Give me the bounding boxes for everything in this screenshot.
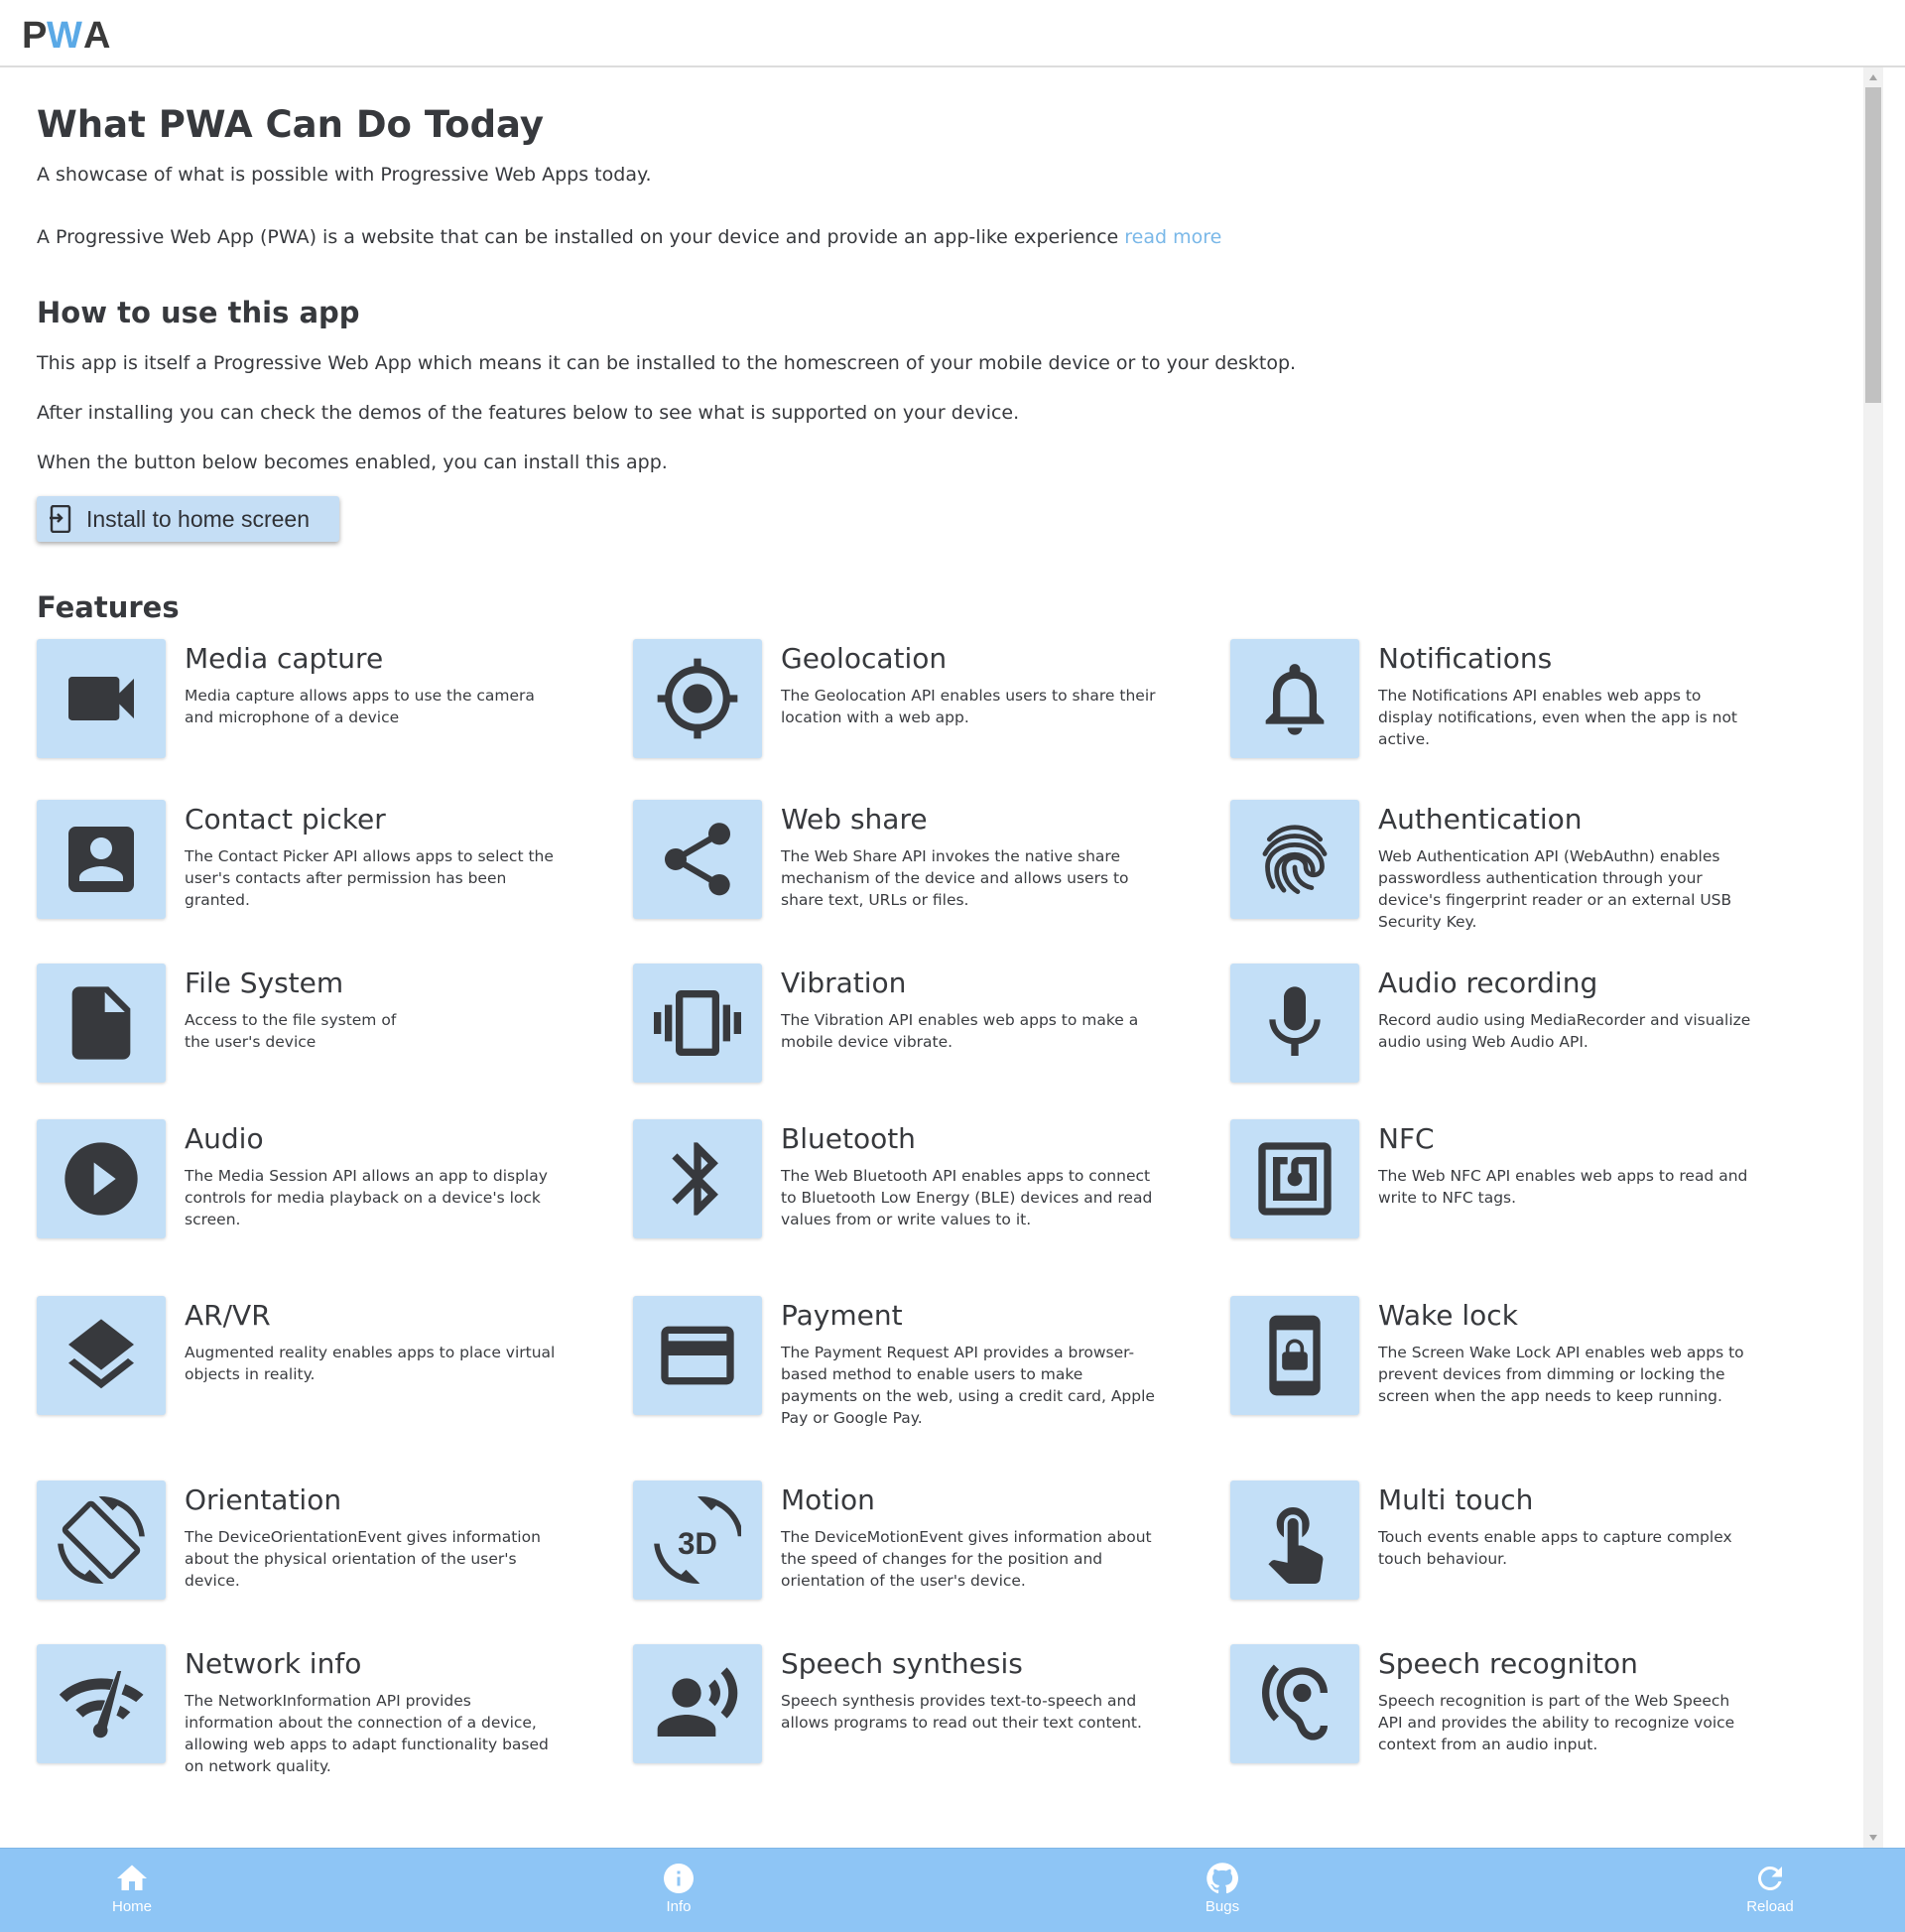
feature-desc: The Web Bluetooth API enables apps to connect to Bluetooth Low Energy (BLE) devices and read values from or write values to it. [781, 1167, 1153, 1228]
feature-title: Media capture [185, 642, 384, 675]
feature-desc: Record audio using MediaRecorder and visualize audio using Web Audio API. [1378, 1011, 1751, 1051]
feature-orientation[interactable] [37, 1481, 592, 1629]
how-to-title: How to use this app [37, 296, 360, 329]
3d-rotation-icon [633, 1481, 762, 1600]
phone-lock-icon [1230, 1296, 1359, 1415]
install-button-label: Install to home screen [86, 505, 311, 532]
feature-title: Speech synthesis [781, 1647, 1023, 1680]
feature-desc: The NetworkInformation API provides information about the connection of a device, allowing web apps to adapt functionality based on network quality. [185, 1692, 549, 1775]
svg-text:3D: 3D [678, 1525, 717, 1561]
svg-text:W: W [47, 15, 82, 54]
vertical-scrollbar[interactable] [1863, 67, 1883, 1848]
page-title: What PWA Can Do Today [37, 103, 545, 146]
feature-audio[interactable] [37, 1119, 592, 1268]
video-camera-icon [37, 639, 166, 758]
feature-desc: Media capture allows apps to use the camera and microphone of a device [185, 687, 535, 726]
feature-title: Network info [185, 1647, 362, 1680]
feature-vibration[interactable] [633, 964, 1189, 1112]
feature-desc: The Geolocation API enables users to share their location with a web app. [781, 687, 1156, 726]
feature-desc: The DeviceOrientationEvent gives information about the physical orientation of the user's device. [185, 1528, 541, 1590]
feature-ar-vr[interactable] [37, 1296, 592, 1445]
feature-desc: The Screen Wake Lock API enables web apps to prevent devices from dimming or locking the screen when the app needs to keep running. [1378, 1344, 1744, 1405]
install-phone-icon [49, 505, 72, 533]
feature-desc: The Web NFC API enables web apps to read and write to NFC tags. [1378, 1167, 1748, 1207]
feature-desc: The Web Share API invokes the native share mechanism of the device and allows users to share text, URLs or files. [781, 847, 1129, 909]
feature-title: Speech recogniton [1378, 1647, 1638, 1680]
screen-rotation-icon [37, 1481, 166, 1600]
feature-network-info[interactable] [37, 1644, 592, 1793]
svg-text:A: A [83, 15, 111, 54]
feature-desc: The Contact Picker API allows apps to select the user's contacts after permission has been granted. [185, 847, 554, 909]
nav-info[interactable] [619, 1861, 738, 1915]
feature-title: Motion [781, 1483, 875, 1516]
wifi-speed-icon [37, 1644, 166, 1763]
read-more-link[interactable]: read more [1124, 226, 1222, 248]
feature-desc: The Media Session API allows an app to display controls for media playback on a device's lock screen. [185, 1167, 548, 1228]
feature-geolocation[interactable] [633, 639, 1189, 788]
nav-bugs[interactable] [1163, 1861, 1282, 1915]
feature-title: Orientation [185, 1483, 342, 1516]
feature-title: Bluetooth [781, 1122, 916, 1155]
nav-info-label: Info [666, 1898, 692, 1915]
reload-icon [1752, 1861, 1788, 1896]
feature-authentication[interactable] [1230, 800, 1786, 949]
feature-bluetooth[interactable] [633, 1119, 1189, 1268]
definition-text: A Progressive Web App (PWA) is a website that can be installed on your device and provide an app-like experience [37, 226, 1125, 248]
features-title: Features [37, 590, 180, 624]
feature-title: AR/VR [185, 1299, 271, 1332]
feature-title: Audio recording [1378, 966, 1598, 999]
scrollbar-thumb[interactable] [1865, 87, 1881, 403]
feature-speech-synthesis[interactable] [633, 1644, 1189, 1793]
layers-icon [37, 1296, 166, 1415]
svg-text:P: P [22, 15, 48, 54]
feature-title: Notifications [1378, 642, 1553, 675]
bell-icon [1230, 639, 1359, 758]
share-icon [633, 800, 762, 919]
nav-reload[interactable] [1711, 1861, 1830, 1915]
nav-reload-label: Reload [1746, 1898, 1794, 1915]
info-icon [661, 1861, 697, 1896]
nav-home-label: Home [111, 1898, 152, 1915]
main-content-scroll[interactable] [0, 67, 1905, 1848]
hearing-ear-icon [1230, 1644, 1359, 1763]
feature-desc: The Vibration API enables web apps to make a mobile device vibrate. [781, 1011, 1139, 1051]
home-icon [114, 1861, 150, 1896]
feature-nfc[interactable] [1230, 1119, 1786, 1268]
pwa-logo[interactable] [22, 12, 113, 54]
nfc-icon [1230, 1119, 1359, 1238]
feature-media-capture[interactable] [37, 639, 592, 788]
location-target-icon [633, 639, 762, 758]
contact-card-icon [37, 800, 166, 919]
feature-title: Vibration [781, 966, 907, 999]
feature-contact-picker[interactable] [37, 800, 592, 949]
touch-hand-icon [1230, 1481, 1359, 1600]
feature-title: NFC [1378, 1122, 1435, 1155]
how-to-p2: After installing you can check the demos of the features below to see what is supported on your device. [37, 402, 1020, 424]
intro-definition [37, 226, 1221, 248]
feature-title: Wake lock [1378, 1299, 1518, 1332]
play-circle-icon [37, 1119, 166, 1238]
feature-title: File System [185, 966, 344, 999]
feature-desc: Augmented reality enables apps to place virtual objects in reality. [185, 1344, 556, 1383]
feature-motion[interactable] [633, 1481, 1189, 1629]
github-icon [1205, 1861, 1240, 1896]
feature-desc: Speech synthesis provides text-to-speech and allows programs to read out their text content. [781, 1692, 1142, 1732]
bottom-navigation [0, 1848, 1905, 1932]
nav-bugs-label: Bugs [1205, 1898, 1240, 1915]
how-to-p3: When the button below becomes enabled, you can install this app. [37, 451, 668, 473]
feature-payment[interactable] [633, 1296, 1189, 1445]
feature-web-share[interactable] [633, 800, 1189, 949]
feature-file-system[interactable] [37, 964, 592, 1112]
top-bar [0, 0, 1905, 67]
credit-card-icon [633, 1296, 762, 1415]
feature-title: Payment [781, 1299, 903, 1332]
feature-desc: Web Authentication API (WebAuthn) enables passwordless authentication through your device's fingerprint reader or an external USB Security Key. [1378, 847, 1732, 931]
bluetooth-icon [633, 1119, 762, 1238]
feature-desc: The DeviceMotionEvent gives information about the speed of changes for the position and orientation of the user's device. [781, 1528, 1152, 1590]
scroll-up-arrow[interactable] [1863, 69, 1883, 85]
feature-desc: Touch events enable apps to capture complex touch behaviour. [1378, 1528, 1732, 1568]
feature-title: Audio [185, 1122, 264, 1155]
feature-desc: Speech recognition is part of the Web Speech API and provides the ability to recognize voice context from an audio input. [1378, 1692, 1735, 1753]
feature-wake-lock[interactable] [1230, 1296, 1786, 1445]
scroll-down-arrow[interactable] [1863, 1830, 1883, 1846]
how-to-p1: This app is itself a Progressive Web App which means it can be installed to the homescreen of your mobile device or to your desktop. [37, 352, 1297, 374]
microphone-icon [1230, 964, 1359, 1083]
intro-subtitle: A showcase of what is possible with Progressive Web Apps today. [37, 164, 652, 186]
fingerprint-icon [1230, 800, 1359, 919]
vibration-icon [633, 964, 762, 1083]
feature-desc: The Notifications API enables web apps to display notifications, even when the app is not active. [1378, 687, 1738, 748]
feature-desc: The Payment Request API provides a browser-based method to enable users to make payments on the web, using a credit card, Apple Pay or Google Pay. [781, 1344, 1155, 1427]
feature-notifications[interactable] [1230, 639, 1786, 788]
feature-speech-recognition[interactable] [1230, 1644, 1786, 1793]
feature-title: Geolocation [781, 642, 948, 675]
feature-desc: Access to the file system of the user's device [185, 1011, 397, 1051]
feature-multi-touch[interactable] [1230, 1481, 1786, 1629]
feature-title: Contact picker [185, 803, 386, 836]
feature-audio-recording[interactable] [1230, 964, 1786, 1112]
nav-home[interactable] [72, 1861, 191, 1915]
file-icon [37, 964, 166, 1083]
speaking-person-icon [633, 1644, 762, 1763]
feature-title: Multi touch [1378, 1483, 1534, 1516]
feature-title: Web share [781, 803, 928, 836]
install-button[interactable] [37, 496, 339, 542]
feature-title: Authentication [1378, 803, 1583, 836]
